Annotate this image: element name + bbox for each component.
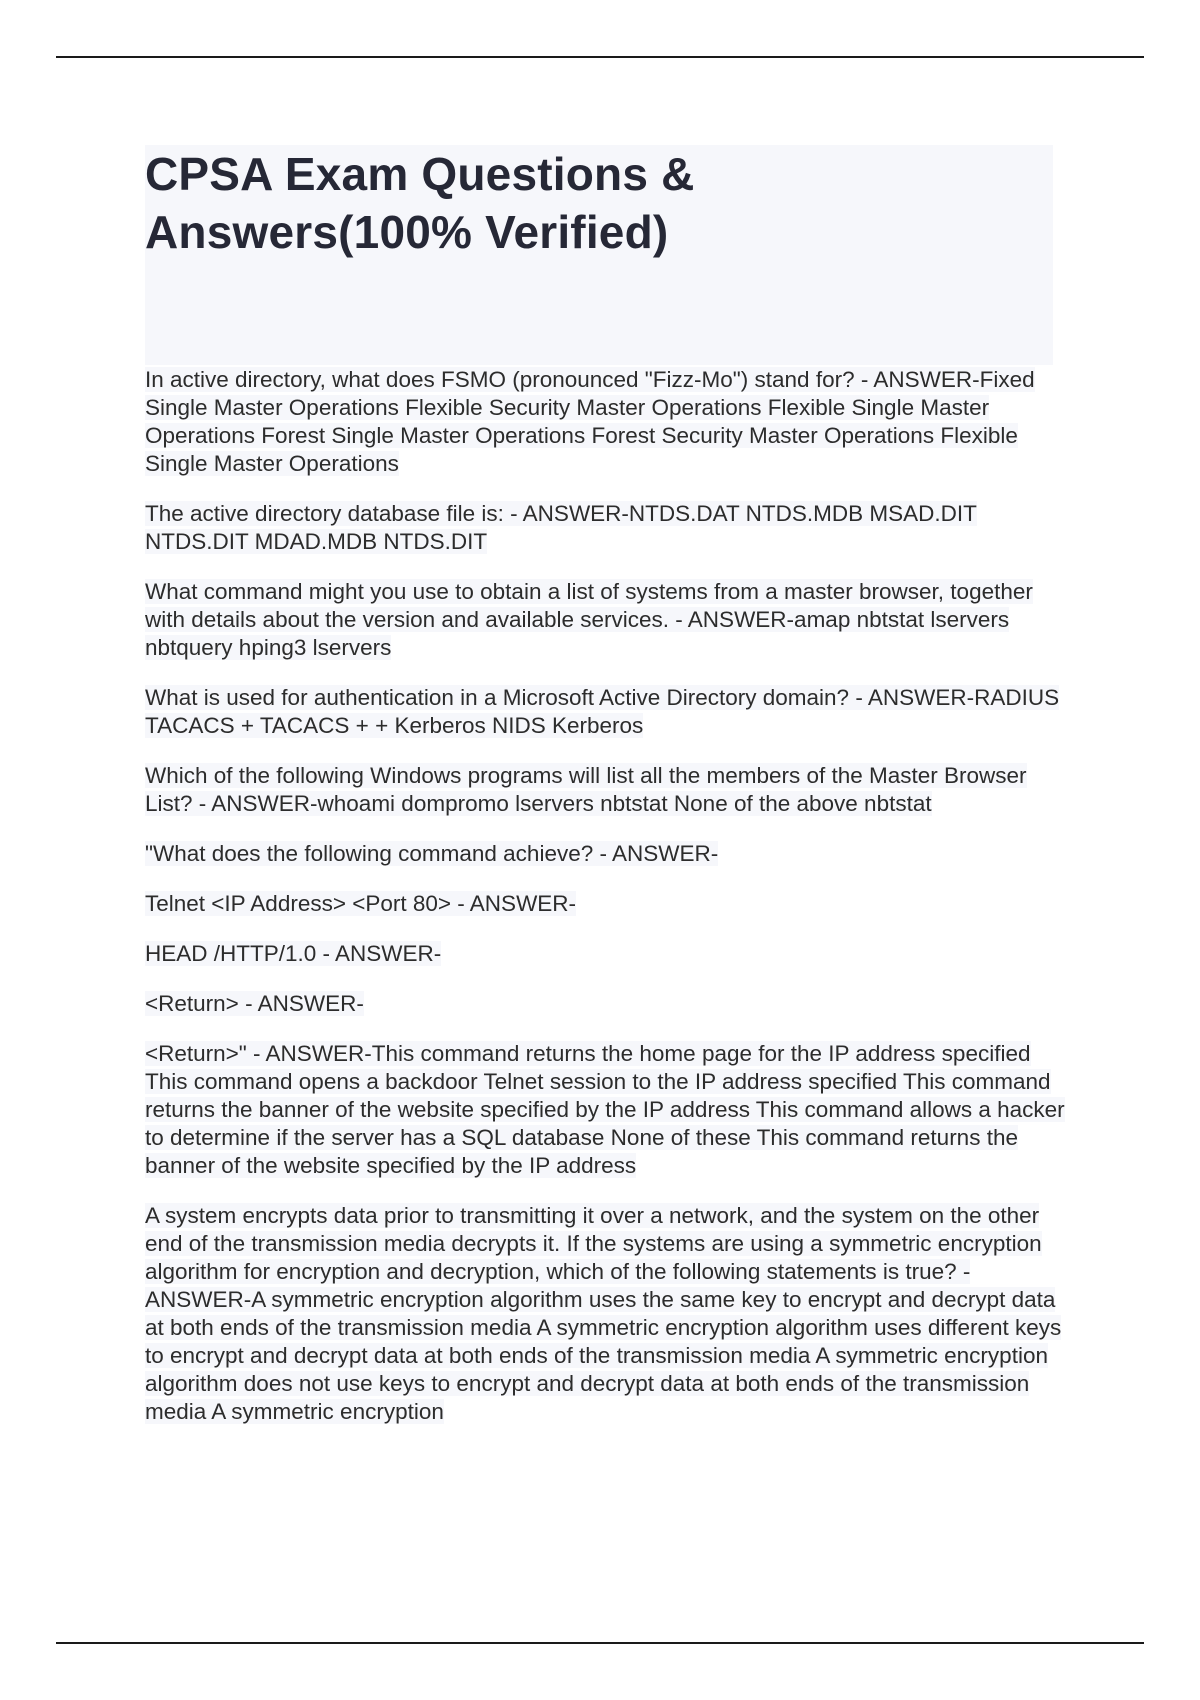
qa-entry [145,890,1065,918]
qa-text: What command might you use to obtain a list of systems from a master browser, together with details about the version and available services. - ANSWER-amap nbtstat lservers nbtquery hping3 lservers [145,579,1033,660]
qa-text: In active directory, what does FSMO (pronounced "Fizz-Mo") stand for? - ANSWER-Fixed Single Master Operations Flexible Security Master Operations Flexible Single Master Operations Forest Single Master Operations Forest Security Master Operations Flexible Single Master Operations [145,367,1035,476]
qa-text: A system encrypts data prior to transmitting it over a network, and the system on the other end of the transmission media decrypts it. If the systems are using a symmetric encryption algorithm for encryption and decryption, which of the following statements is true? - ANSWER-A symmetric encryption algorithm uses the same key to encrypt and decrypt data at both ends of the transmission media A symmetric encryption algorithm uses different keys to encrypt and decrypt data at both ends of the transmission media A symmetric encryption algorithm does not use keys to encrypt and decrypt data at both ends of the transmission media A symmetric encryption [145,1203,1062,1424]
qa-text: Telnet <IP Address> <Port 80> - ANSWER- [145,891,577,916]
qa-text: "What does the following command achieve? - ANSWER- [145,841,719,866]
qa-entry [145,762,1065,818]
qa-text: <Return> - ANSWER- [145,991,364,1016]
qa-entry [145,684,1065,740]
document-title [145,145,1053,261]
qa-entry [145,940,1065,968]
qa-entry [145,366,1065,478]
qa-entry [145,500,1065,556]
title-line-2: Answers(100% Verified) [145,206,669,258]
title-line-1: CPSA Exam Questions & [145,148,695,200]
qa-list [145,366,1065,1448]
qa-entry [145,1040,1065,1180]
title-block [145,145,1053,365]
footer-rule [56,1642,1144,1644]
qa-text: The active directory database file is: - ANSWER-NTDS.DAT NTDS.MDB MSAD.DIT NTDS.DIT MDAD.MDB NTDS.DIT [145,501,977,554]
qa-text: What is used for authentication in a Microsoft Active Directory domain? - ANSWER-RADIUS TACACS + TACACS + + Kerberos NIDS Kerberos [145,685,1060,738]
header-rule [56,56,1144,58]
qa-entry [145,840,1065,868]
qa-entry [145,578,1065,662]
qa-entry [145,1202,1065,1426]
qa-text: <Return>" - ANSWER-This command returns the home page for the IP address specified This command opens a backdoor Telnet session to the IP address specified This command returns the banner of the website specified by the IP address This command allows a hacker to determine if the server has a SQL database None of these This command returns the banner of the website specified by the IP address [145,1041,1065,1178]
qa-entry [145,990,1065,1018]
qa-text: Which of the following Windows programs will list all the members of the Master Browser List? - ANSWER-whoami dompromo lservers nbtstat None of the above nbtstat [145,763,1027,816]
qa-text: HEAD /HTTP/1.0 - ANSWER- [145,941,442,966]
